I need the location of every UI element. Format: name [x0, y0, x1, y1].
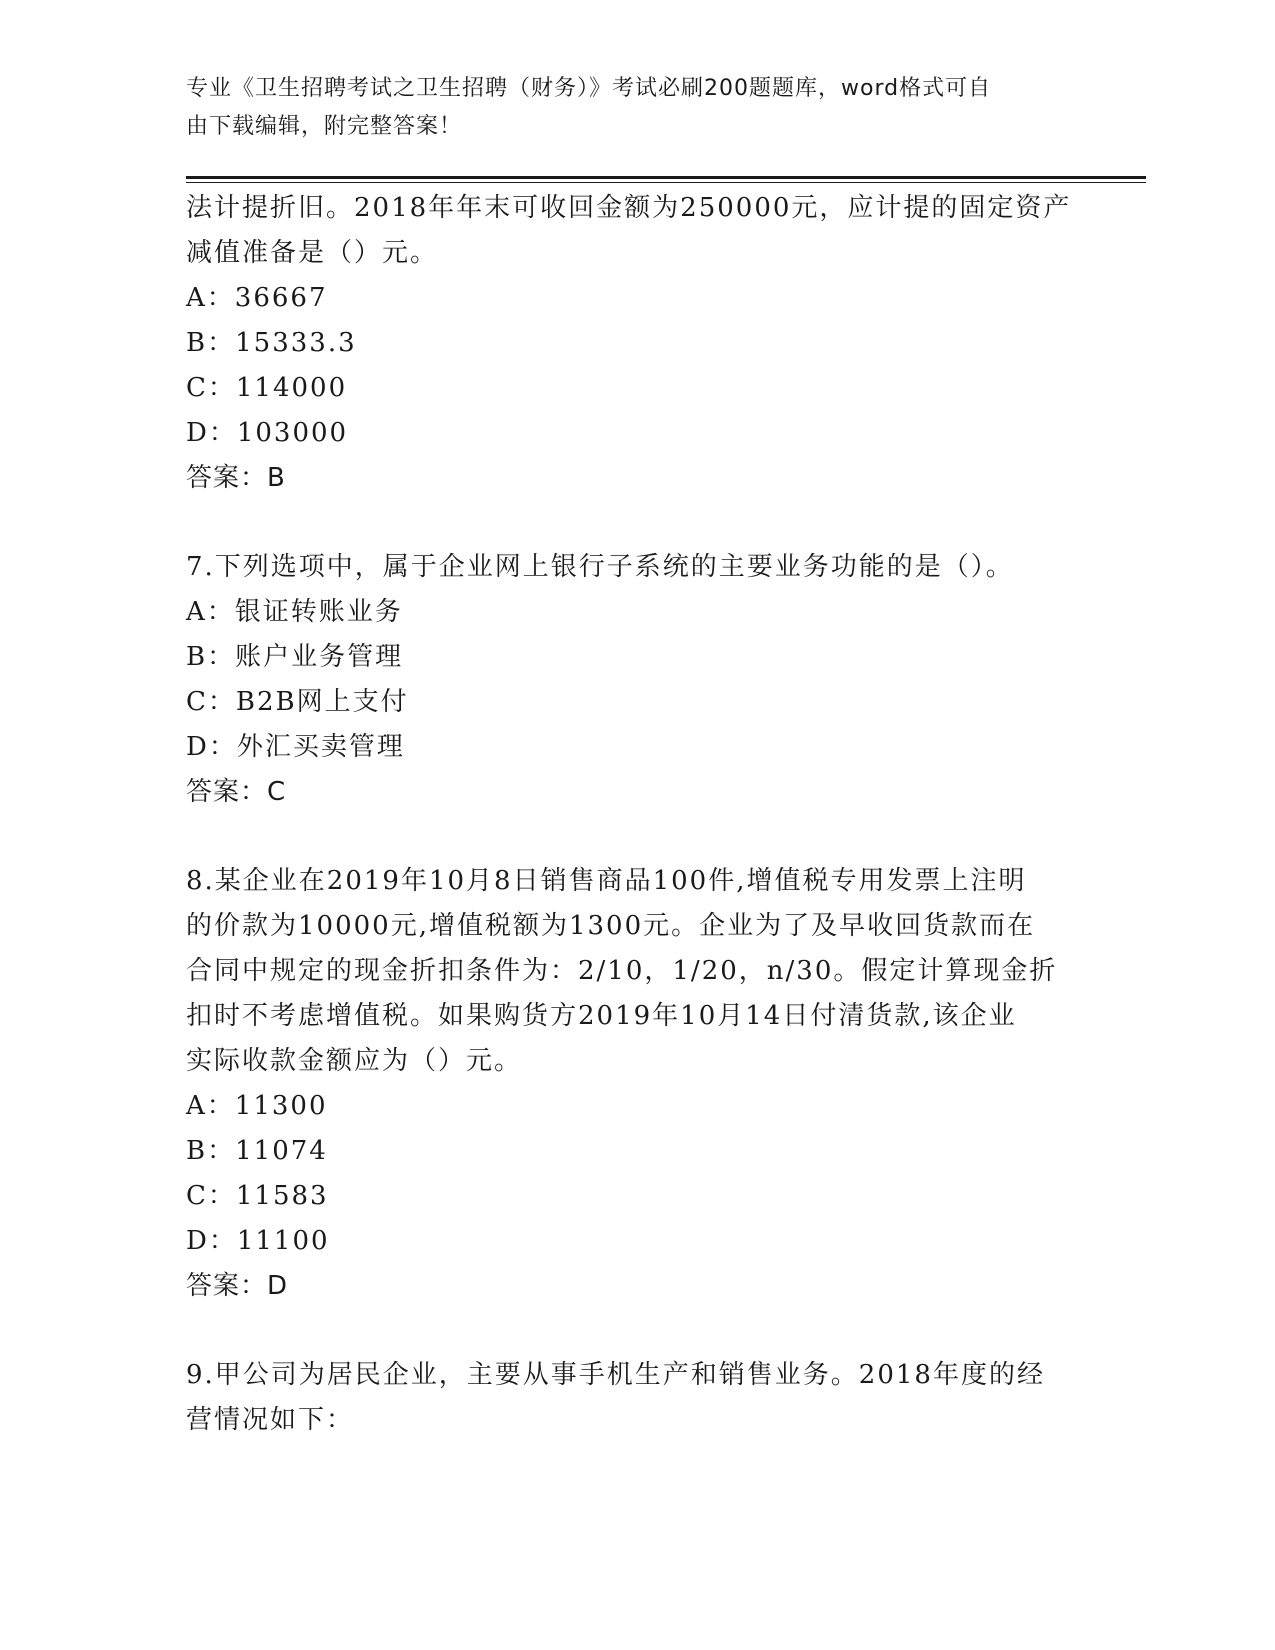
question-7 — [186, 545, 1066, 815]
question-8 — [186, 859, 1066, 1309]
answer-label: 答案：D — [186, 1271, 289, 1301]
option-d: D：外汇买卖管理 — [186, 732, 405, 762]
option-b: B：15333.3 — [186, 328, 357, 358]
document-header — [186, 70, 1066, 146]
question-text-line: 减值准备是（）元。 — [186, 238, 439, 268]
option-c: C：B2B网上支付 — [186, 687, 409, 717]
question-text-line: 合同中规定的现金折扣条件为：2/10，1/20，n/30。假定计算现金折 — [186, 956, 1058, 986]
question-text-line: 8.某企业在2019年10月8日销售商品100件,增值税专用发票上注明 — [186, 866, 1027, 896]
document-body — [186, 186, 1072, 1443]
option-a: A：银证转账业务 — [186, 597, 403, 627]
header-line-1: 专业《卫生招聘考试之卫生招聘（财务）》考试必刷200题题库，word格式可自 — [186, 76, 992, 101]
question-6 — [186, 186, 1072, 501]
option-b: B：11074 — [186, 1136, 328, 1166]
question-text-line: 9.甲公司为居民企业，主要从事手机生产和销售业务。2018年度的经 — [186, 1360, 1045, 1390]
option-d: D：11100 — [186, 1226, 330, 1256]
question-text-line: 的价款为10000元,增值税额为1300元。企业为了及早收回货款而在 — [186, 911, 1036, 941]
answer-label: 答案：B — [186, 463, 286, 493]
option-c: C：11583 — [186, 1181, 329, 1211]
header-divider-thick — [186, 176, 1146, 179]
spacer — [186, 1309, 1066, 1353]
option-b: B：账户业务管理 — [186, 642, 404, 672]
question-text-line: 法计提折旧。2018年年末可收回金额为250000元，应计提的固定资产 — [186, 193, 1072, 223]
option-a: A：36667 — [186, 283, 328, 313]
answer-label: 答案：C — [186, 777, 287, 807]
option-d: D：103000 — [186, 418, 349, 448]
option-a: A：11300 — [186, 1091, 328, 1121]
header-divider-thin — [186, 182, 1146, 183]
question-9 — [186, 1353, 1066, 1443]
spacer — [186, 815, 1066, 859]
question-text-line: 扣时不考虑增值税。如果购货方2019年10月14日付清货款,该企业 — [186, 1001, 1017, 1031]
header-line-2: 由下载编辑，附完整答案！ — [186, 114, 463, 139]
option-c: C：114000 — [186, 373, 348, 403]
question-text-line: 实际收款金额应为（）元。 — [186, 1046, 523, 1076]
question-text-line: 营情况如下： — [186, 1405, 355, 1435]
spacer — [186, 501, 1066, 545]
question-text-line: 7.下列选项中，属于企业网上银行子系统的主要业务功能的是（）。 — [186, 552, 1014, 582]
